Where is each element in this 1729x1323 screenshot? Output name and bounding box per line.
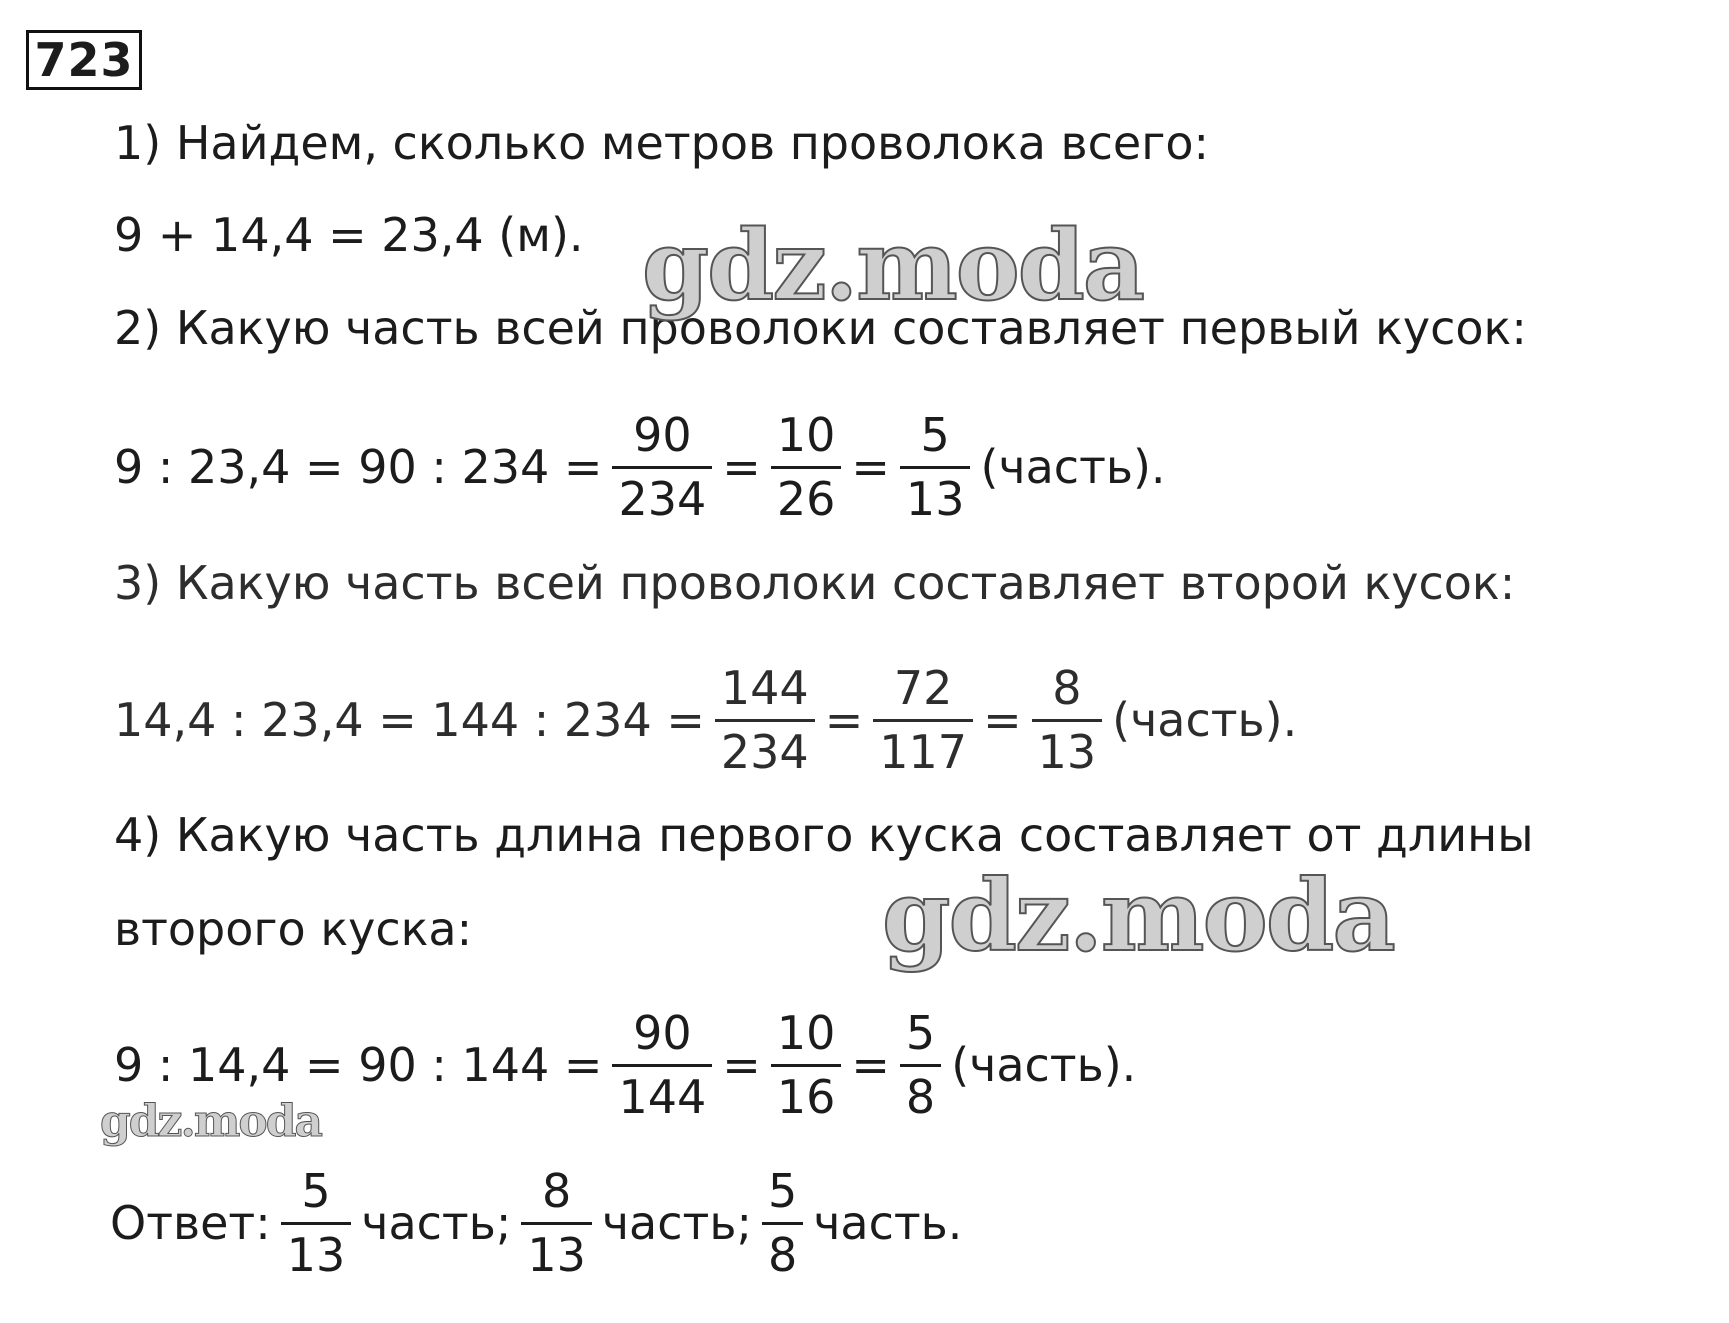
step3-fraction-3 — [1032, 662, 1103, 779]
answer-word: часть; — [361, 1196, 512, 1250]
step3-lhs: 14,4 : 23,4 = 144 : 234 = — [114, 693, 705, 747]
fraction-numerator: 5 — [905, 1005, 936, 1060]
fraction-denominator: 13 — [527, 1227, 586, 1282]
step1-text: 1) Найдем, сколько метров проволока всего: — [114, 116, 1210, 170]
answer-fraction-3 — [762, 1165, 803, 1282]
task-number-badge: 723 — [26, 30, 142, 90]
fraction-bar — [900, 466, 971, 469]
fraction-numerator: 5 — [920, 407, 950, 462]
fraction-numerator: 5 — [301, 1163, 331, 1218]
step2-suffix: (часть). — [980, 440, 1166, 494]
fraction-bar — [612, 1064, 712, 1067]
step2-fraction-1 — [612, 409, 712, 526]
fraction-numerator: 72 — [893, 660, 953, 715]
fraction-denominator: 8 — [767, 1227, 798, 1282]
watermark-logo: gdz.moda — [642, 209, 1144, 322]
fraction-numerator: 8 — [541, 1163, 572, 1218]
fraction-numerator: 10 — [776, 1005, 836, 1060]
fraction-denominator: 16 — [776, 1069, 836, 1124]
answer-word: часть; — [601, 1196, 752, 1250]
watermark-logo: gdz.moda — [882, 859, 1394, 974]
equals-sign: = — [824, 693, 864, 747]
step2-equation — [114, 407, 1166, 526]
fraction-denominator: 13 — [1037, 724, 1097, 779]
fraction-bar — [715, 719, 815, 722]
fraction-denominator: 234 — [720, 724, 809, 779]
fraction-numerator: 10 — [776, 407, 836, 462]
fraction-denominator: 117 — [879, 724, 968, 779]
step4-lhs: 9 : 14,4 = 90 : 144 = — [114, 1038, 603, 1092]
equals-sign: = — [722, 1038, 761, 1092]
fraction-bar — [771, 466, 842, 469]
fraction-denominator: 8 — [905, 1069, 936, 1124]
step3-suffix: (часть). — [1112, 693, 1298, 747]
fraction-bar — [1032, 719, 1103, 722]
fraction-denominator: 13 — [286, 1227, 346, 1282]
fraction-numerator: 90 — [633, 407, 692, 462]
step4-fraction-2 — [771, 1007, 842, 1124]
step2-text: 2) Какую часть всей проволоки составляет первый кусок: — [114, 301, 1527, 355]
fraction-bar — [771, 1064, 842, 1067]
step4-fraction-1 — [612, 1007, 712, 1124]
answer-word: часть. — [813, 1196, 963, 1250]
equals-sign: = — [851, 1038, 890, 1092]
step2-fraction-3 — [900, 409, 971, 526]
answer-fraction-2 — [521, 1165, 592, 1282]
fraction-bar — [281, 1222, 352, 1225]
fraction-numerator: 144 — [720, 660, 809, 715]
fraction-bar — [612, 466, 712, 469]
fraction-numerator: 90 — [633, 1005, 692, 1060]
equals-sign: = — [851, 440, 890, 494]
step4-text-line1: 4) Какую часть длина первого куска составляет от длины — [114, 808, 1534, 862]
step1-equation: 9 + 14,4 = 23,4 (м). — [114, 208, 584, 262]
fraction-bar — [873, 719, 973, 722]
step3-fraction-1 — [715, 662, 815, 779]
fraction-denominator: 13 — [905, 471, 965, 526]
equals-sign: = — [722, 440, 761, 494]
step3-equation — [114, 660, 1298, 779]
step2-fraction-2 — [771, 409, 842, 526]
answer-fraction-1 — [281, 1165, 352, 1282]
fraction-numerator: 8 — [1052, 660, 1082, 715]
watermark-logo: gdz.moda — [100, 1096, 322, 1147]
step3-text: 3) Какую часть всей проволоки составляет второй кусок: — [114, 556, 1516, 610]
equals-sign: = — [983, 693, 1022, 747]
step4-suffix: (часть). — [951, 1038, 1137, 1092]
step4-fraction-3 — [900, 1007, 941, 1124]
step3-fraction-2 — [873, 662, 973, 779]
step4-text-line2: второго куска: — [114, 902, 473, 956]
answer-line — [110, 1163, 963, 1282]
step2-lhs: 9 : 23,4 = 90 : 234 = — [114, 440, 603, 494]
fraction-denominator: 234 — [618, 471, 707, 526]
fraction-bar — [900, 1064, 941, 1067]
answer-label: Ответ: — [110, 1196, 271, 1250]
fraction-bar — [762, 1222, 803, 1225]
fraction-denominator: 144 — [618, 1069, 707, 1124]
fraction-bar — [521, 1222, 592, 1225]
fraction-numerator: 5 — [767, 1163, 798, 1218]
fraction-denominator: 26 — [776, 471, 836, 526]
